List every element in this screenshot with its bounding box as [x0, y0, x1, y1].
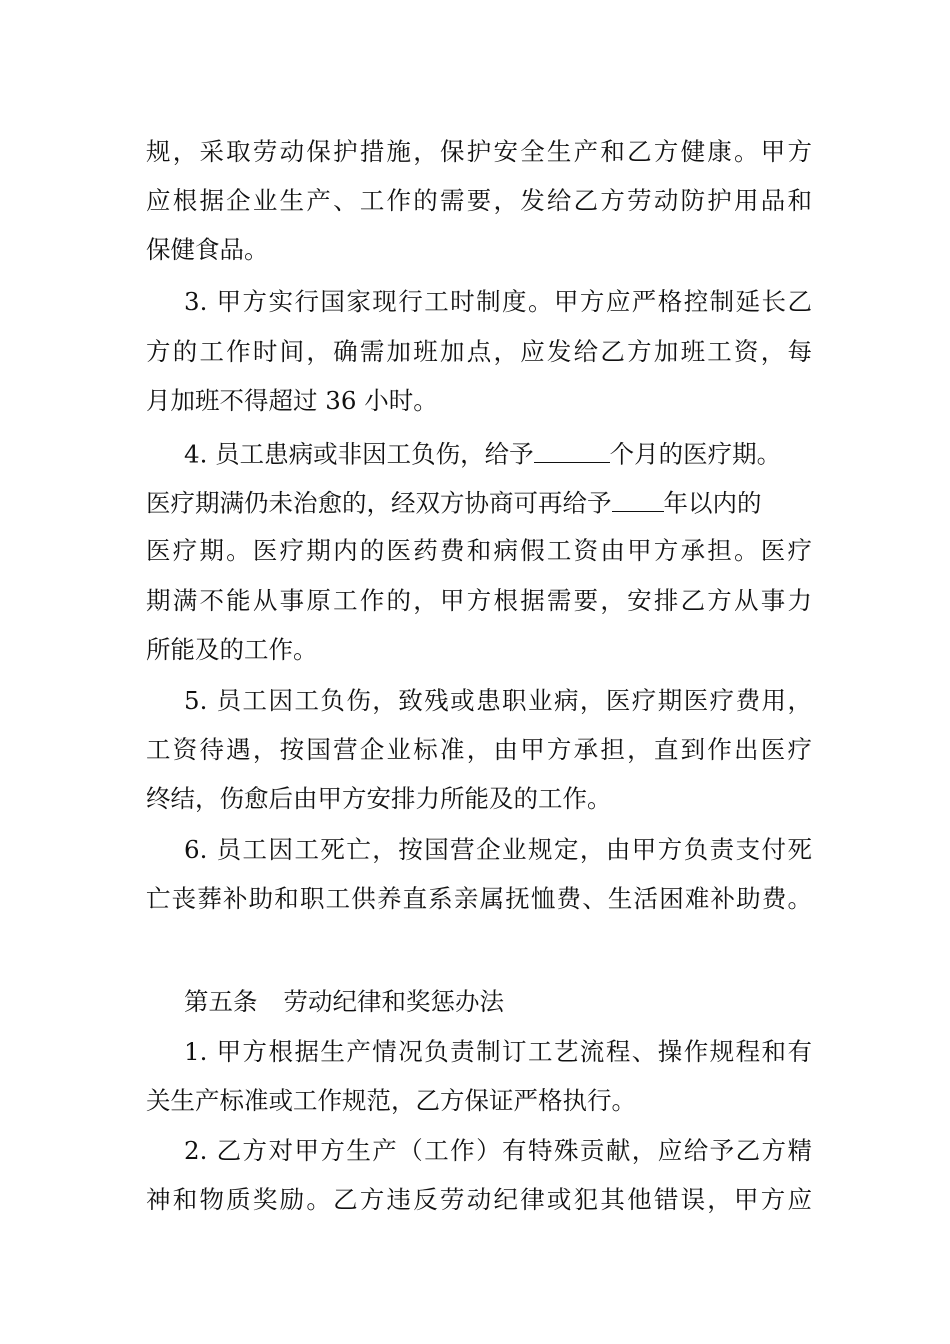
text-line: 保健食品。 [146, 235, 269, 264]
clause-1-line: 1. 甲方根据生产情况负责制订工艺流程、操作规程和有 [184, 1037, 812, 1066]
text-line: 终结，伤愈后由甲方安排力所能及的工作。 [146, 784, 612, 813]
text-line: 关生产标准或工作规范，乙方保证严格执行。 [146, 1086, 636, 1115]
text-line: 月加班不得超过 36 小时。 [146, 386, 438, 415]
text-line: 神和物质奖励。乙方违反劳动纪律或犯其他错误，甲方应 [146, 1185, 812, 1214]
clause-4-line [184, 436, 812, 471]
text-line: 应根据企业生产、工作的需要，发给乙方劳动防护用品和 [146, 186, 812, 215]
article-number: 第五条 [184, 987, 258, 1016]
text-segment: 医疗期满仍未治愈的，经双方协商可再给予 [146, 488, 612, 518]
text-line: 规，采取劳动保护措施，保护安全生产和乙方健康。甲方 [146, 137, 812, 166]
text-line: 医疗期。医疗期内的医药费和病假工资由甲方承担。医疗 [146, 536, 812, 565]
clause-3-line: 3. 甲方实行国家现行工时制度。甲方应严格控制延长乙 [184, 287, 812, 316]
article-title: 劳动纪律和奖惩办法 [283, 987, 504, 1016]
fill-in-blank[interactable] [612, 485, 664, 512]
text-line [146, 485, 812, 520]
clause-5-line: 5. 员工因工负伤，致残或患职业病，医疗期医疗费用， [184, 686, 812, 715]
text-line: 期满不能从事原工作的，甲方根据需要，安排乙方从事力 [146, 586, 812, 615]
clause-6-line: 6. 员工因工死亡，按国营企业规定，由甲方负责支付死 [184, 835, 812, 864]
text-line: 工资待遇，按国营企业标准，由甲方承担，直到作出医疗 [146, 735, 812, 764]
clause-2-line: 2. 乙方对甲方生产（工作）有特殊贡献，应给予乙方精 [184, 1136, 812, 1165]
article-heading [184, 986, 812, 1018]
clause-4-text-cont: 个月的医疗期。 [609, 439, 782, 469]
text-line: 方的工作时间，确需加班加点，应发给乙方加班工资，每 [146, 337, 812, 366]
text-line: 亡丧葬补助和职工供养直系亲属抚恤费、生活困难补助费。 [146, 884, 812, 913]
clause-4-text: 4. 员工患病或非因工负伤，给予 [184, 439, 534, 469]
text-line: 所能及的工作。 [146, 635, 318, 664]
text-segment: 年以内的 [663, 488, 762, 518]
fill-in-blank[interactable] [534, 436, 610, 463]
